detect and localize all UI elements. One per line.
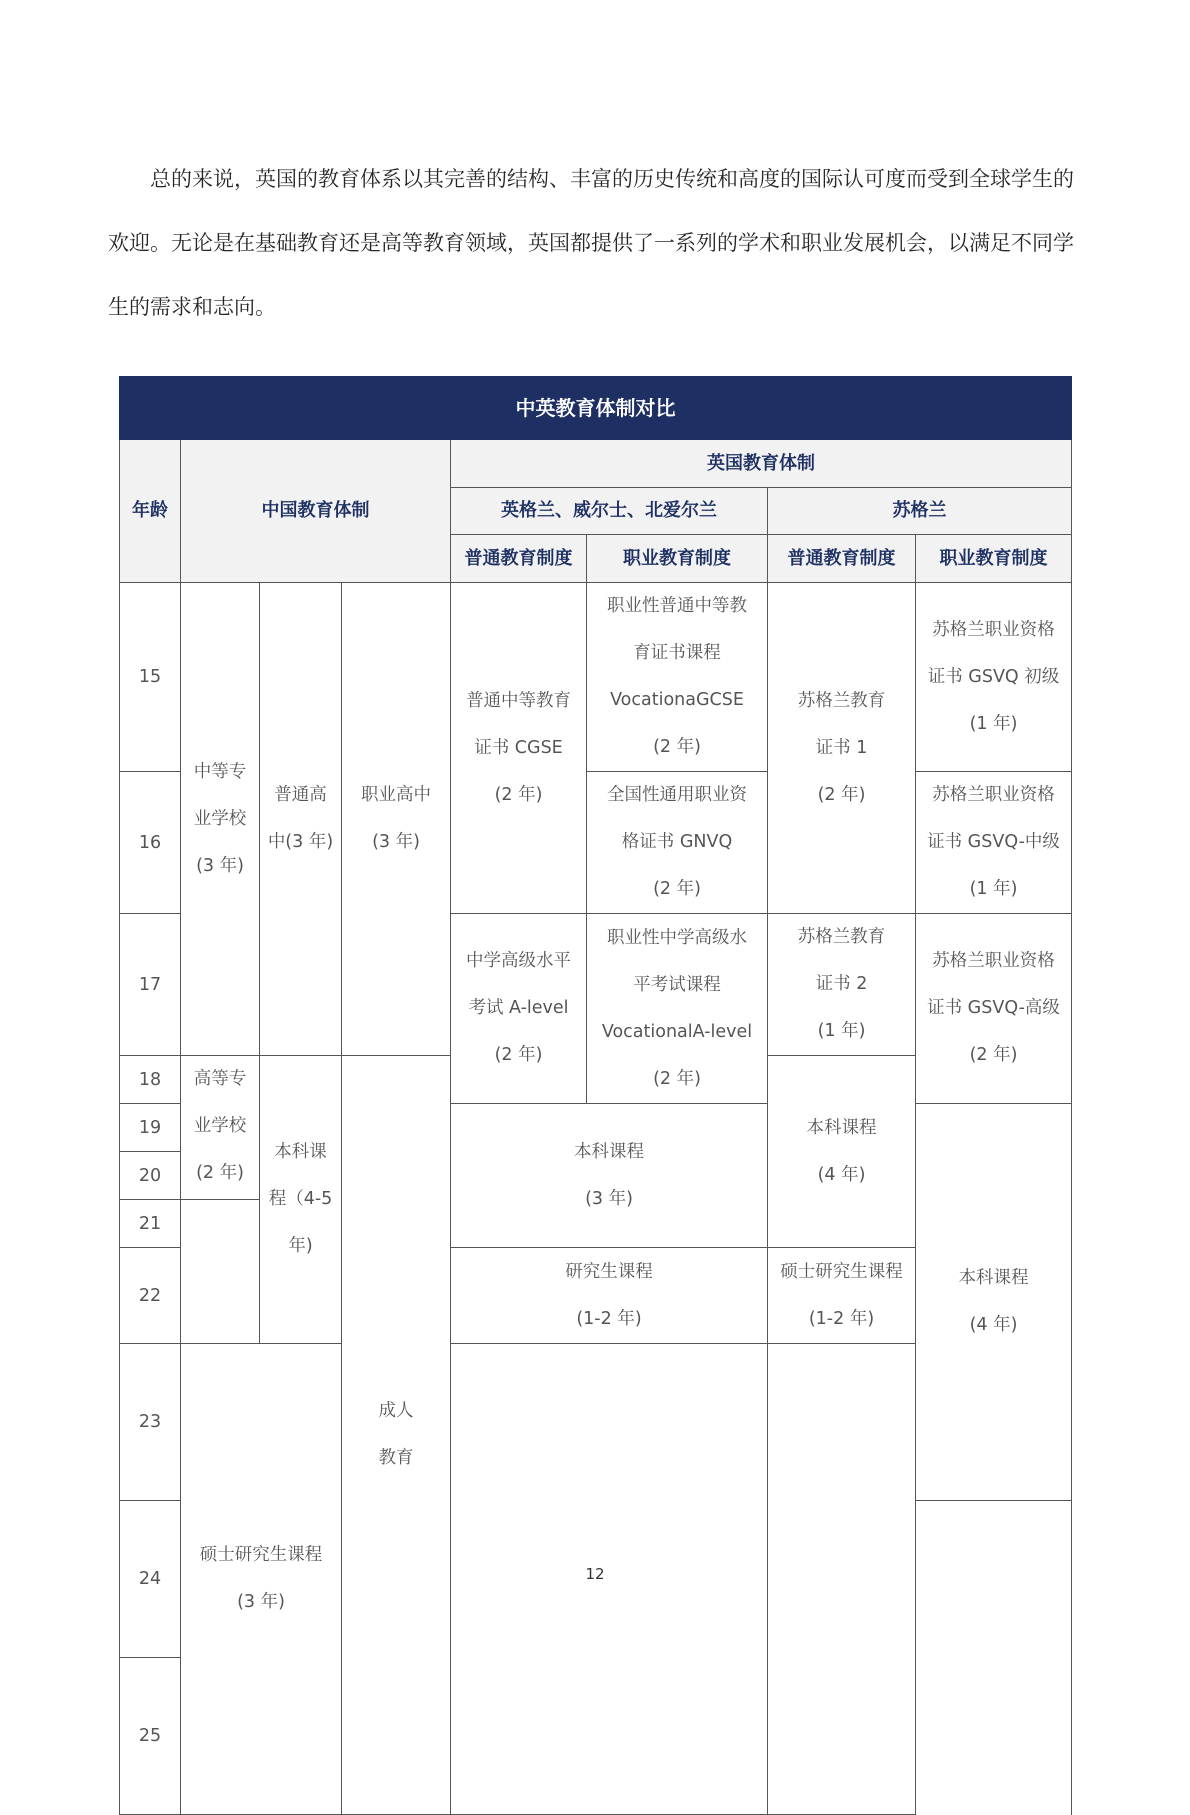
age-cell: 25 bbox=[120, 1658, 181, 1815]
table-title: 中英教育体制对比 bbox=[120, 377, 1072, 440]
header-age: 年龄 bbox=[120, 440, 181, 583]
sco-certificate-1: 苏格兰教育 证书 1 (2 年) bbox=[768, 583, 916, 914]
ewni-vocational-gcse: 职业性普通中等教 育证书课程 VocationaGCSE (2 年) bbox=[587, 583, 768, 772]
paragraph-line: 欢迎。无论是在基础教育还是高等教育领域，英国都提供了一系列的学术和职业发展机会，以满足不同学 bbox=[108, 231, 1074, 255]
sco-gsvq-intermediate: 苏格兰职业资格 证书 GSVQ-中级 (1 年) bbox=[916, 772, 1072, 914]
age-cell: 23 bbox=[120, 1344, 181, 1501]
sco-undergraduate-general: 本科课程 (4 年) bbox=[768, 1056, 916, 1248]
age-cell: 17 bbox=[120, 914, 181, 1056]
header-china: 中国教育体制 bbox=[181, 440, 451, 583]
ewni-a-level: 中学高级水平 考试 A-level (2 年) bbox=[451, 914, 587, 1104]
age-cell: 20 bbox=[120, 1152, 181, 1200]
age-cell: 21 bbox=[120, 1200, 181, 1248]
header-ewni: 英格兰、威尔士、北爱尔兰 bbox=[451, 488, 768, 535]
ewni-postgraduate: 研究生课程 (1-2 年) bbox=[451, 1248, 768, 1344]
ewni-vocational-a-level: 职业性中学高级水 平考试课程 VocationalA-level (2 年) bbox=[587, 914, 768, 1104]
age-cell: 19 bbox=[120, 1104, 181, 1152]
age-cell: 22 bbox=[120, 1248, 181, 1344]
comparison-table bbox=[119, 376, 1072, 1815]
ewni-undergraduate: 本科课程 (3 年) bbox=[451, 1104, 768, 1248]
sco-master-general: 硕士研究生课程 (1-2 年) bbox=[768, 1248, 916, 1344]
header-ewni-general: 普通教育制度 bbox=[451, 535, 587, 583]
intro-paragraph bbox=[108, 147, 1084, 339]
header-scotland-general: 普通教育制度 bbox=[768, 535, 916, 583]
cn-higher-vocational: 高等专 业学校 (2 年) bbox=[181, 1056, 260, 1200]
sco-undergraduate-vocational: 本科课程 (4 年) bbox=[916, 1104, 1072, 1501]
cn-undergraduate: 本科课 程（4-5 年) bbox=[260, 1056, 342, 1344]
cn-general-high-school: 普通高 中(3 年) bbox=[260, 583, 342, 1056]
cn-master: 硕士研究生课程 (3 年) bbox=[181, 1344, 342, 1815]
paragraph-line: 总的来说，英国的教育体系以其完善的结构、丰富的历史传统和高度的国际认可度而受到全球学生的 bbox=[150, 167, 1074, 191]
sco-certificate-2: 苏格兰教育 证书 2 (1 年) bbox=[768, 914, 916, 1056]
age-cell: 18 bbox=[120, 1056, 181, 1104]
sco-gsvq-advanced: 苏格兰职业资格 证书 GSVQ-高级 (2 年) bbox=[916, 914, 1072, 1104]
paragraph-line: 生的需求和志向。 bbox=[108, 295, 276, 319]
page-number: 12 bbox=[585, 1565, 605, 1583]
age-cell: 16 bbox=[120, 772, 181, 914]
cn-vocational-high-school: 职业高中 (3 年) bbox=[342, 583, 451, 1056]
cn-adult-education: 成人 教育 bbox=[342, 1056, 451, 1815]
age-cell: 15 bbox=[120, 583, 181, 772]
ewni-gcse: 普通中等教育 证书 CGSE (2 年) bbox=[451, 583, 587, 914]
header-ewni-vocational: 职业教育制度 bbox=[587, 535, 768, 583]
cn-empty-cell bbox=[181, 1200, 260, 1344]
header-scotland: 苏格兰 bbox=[768, 488, 1072, 535]
cn-secondary-vocational: 中等专 业学校 (3 年) bbox=[181, 583, 260, 1056]
header-uk: 英国教育体制 bbox=[451, 440, 1072, 488]
sco-gsvq-initial: 苏格兰职业资格 证书 GSVQ 初级 (1 年) bbox=[916, 583, 1072, 772]
age-cell: 24 bbox=[120, 1501, 181, 1658]
ewni-gnvq: 全国性通用职业资 格证书 GNVQ (2 年) bbox=[587, 772, 768, 914]
header-scotland-vocational: 职业教育制度 bbox=[916, 535, 1072, 583]
